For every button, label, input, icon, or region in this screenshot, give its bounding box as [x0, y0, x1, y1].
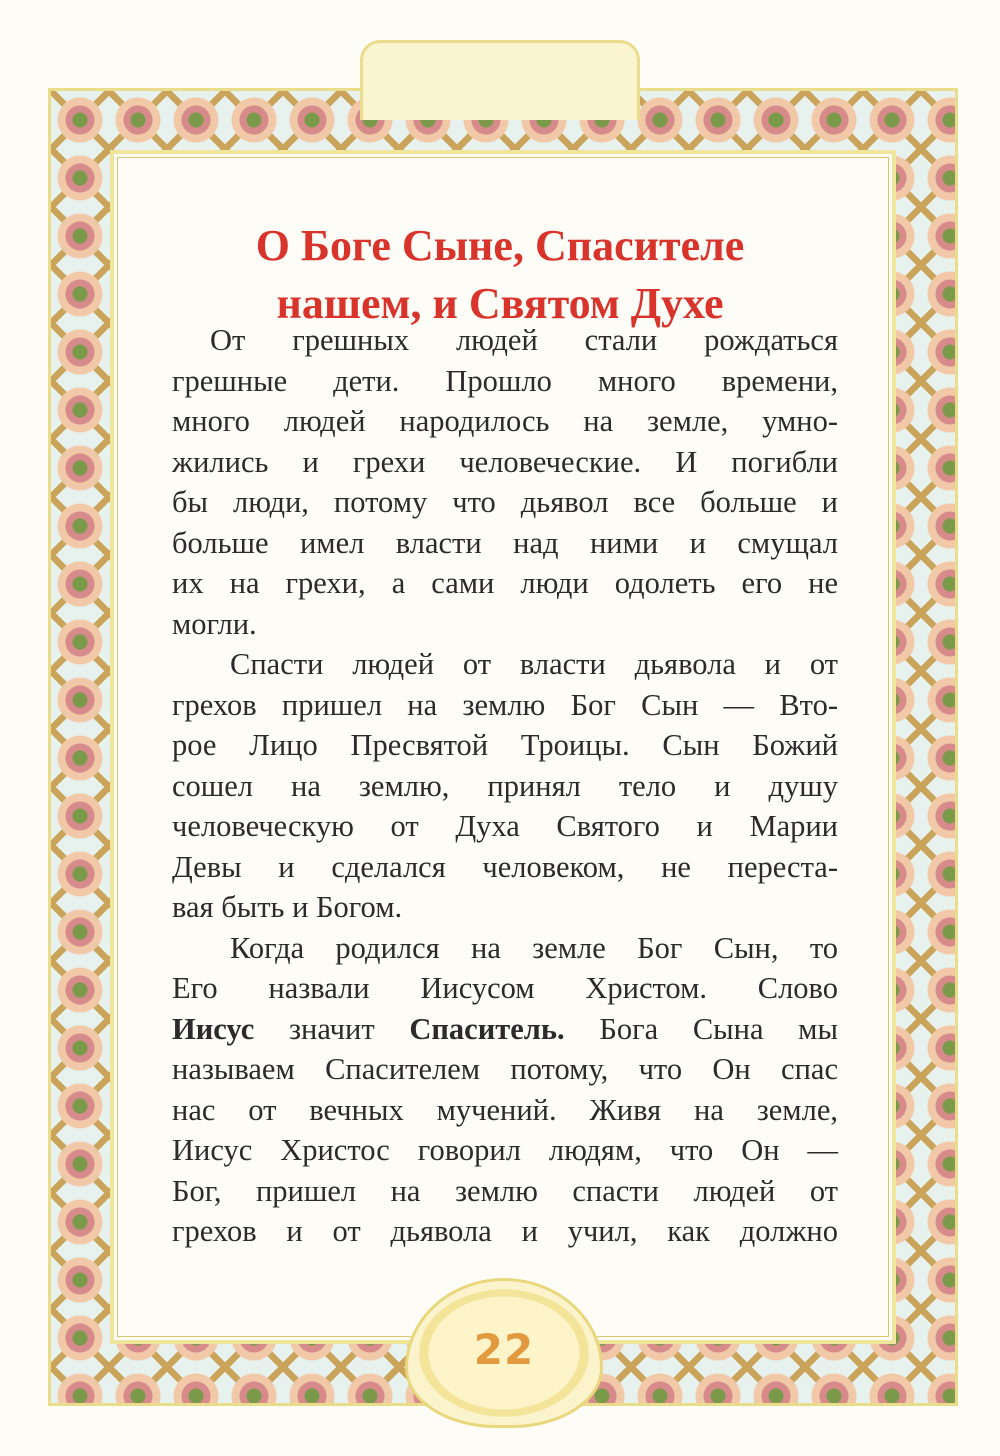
text-line: называем Спасителем потому, что Он спас — [172, 1052, 838, 1086]
text-line: Девы и сделался человеком, не переста- — [172, 849, 838, 884]
title-line-1: О Боге Сыне, Спасителе — [255, 221, 745, 271]
text-line: Спасти людей от власти дьявола и от — [230, 647, 838, 681]
text-line: бы люди, потому что дьявол все больше и — [172, 485, 838, 519]
text-line: грешные дети. Прошло много времени, — [172, 363, 838, 398]
text-line: Бог, пришел на землю спасти людей от — [172, 1173, 838, 1208]
text-line: сошел на землю, принял тело и душу — [172, 768, 838, 803]
text-line: грехов и от дьявола и учил, как должно — [172, 1214, 838, 1248]
text-line: больше имел власти над ними и смущал — [172, 525, 838, 560]
text-line: жились и грехи человеческие. И погибли — [172, 444, 838, 479]
top-arch-ornament — [360, 40, 640, 120]
text-line: человеческую от Духа Святого и Марии — [172, 809, 838, 843]
body-text — [172, 320, 838, 1252]
paragraph-2 — [172, 644, 838, 928]
text-line: могли. — [172, 606, 257, 641]
page-title — [130, 217, 870, 333]
text-line: От грешных людей стали рождаться — [210, 323, 838, 357]
page-number: 22 — [473, 1325, 535, 1374]
bold-term-iisus: Иисус — [172, 1011, 255, 1046]
bold-term-spasitel: Спаситель. — [409, 1011, 565, 1046]
paragraph-1 — [172, 320, 838, 644]
text-line-with-bold — [172, 1009, 838, 1050]
text-line: Иисус Христос говорил людям, что Он — — [172, 1133, 838, 1167]
text-line: вая быть и Богом. — [172, 890, 403, 924]
text-line: их на грехи, а сами люди одолеть его не — [172, 566, 838, 600]
text-line: Его назвали Иисусом Христом. Слово — [172, 971, 838, 1005]
text-line: грехов пришел на землю Бог Сын — Вто- — [172, 687, 838, 722]
text-line: много людей народилось на земле, умно- — [172, 404, 838, 438]
text-fragment: Бога Сына мы — [564, 1011, 838, 1046]
text-line: рое Лицо Пресвятой Троицы. Сын Божий — [172, 728, 838, 762]
text-line: Когда родился на земле Бог Сын, то — [230, 930, 838, 965]
paragraph-3 — [172, 928, 838, 1252]
text-fragment: значит — [254, 1011, 410, 1046]
text-line: нас от вечных мучений. Живя на земле, — [172, 1092, 838, 1127]
title-line-2: нашем, и Святом Духе — [276, 279, 724, 329]
